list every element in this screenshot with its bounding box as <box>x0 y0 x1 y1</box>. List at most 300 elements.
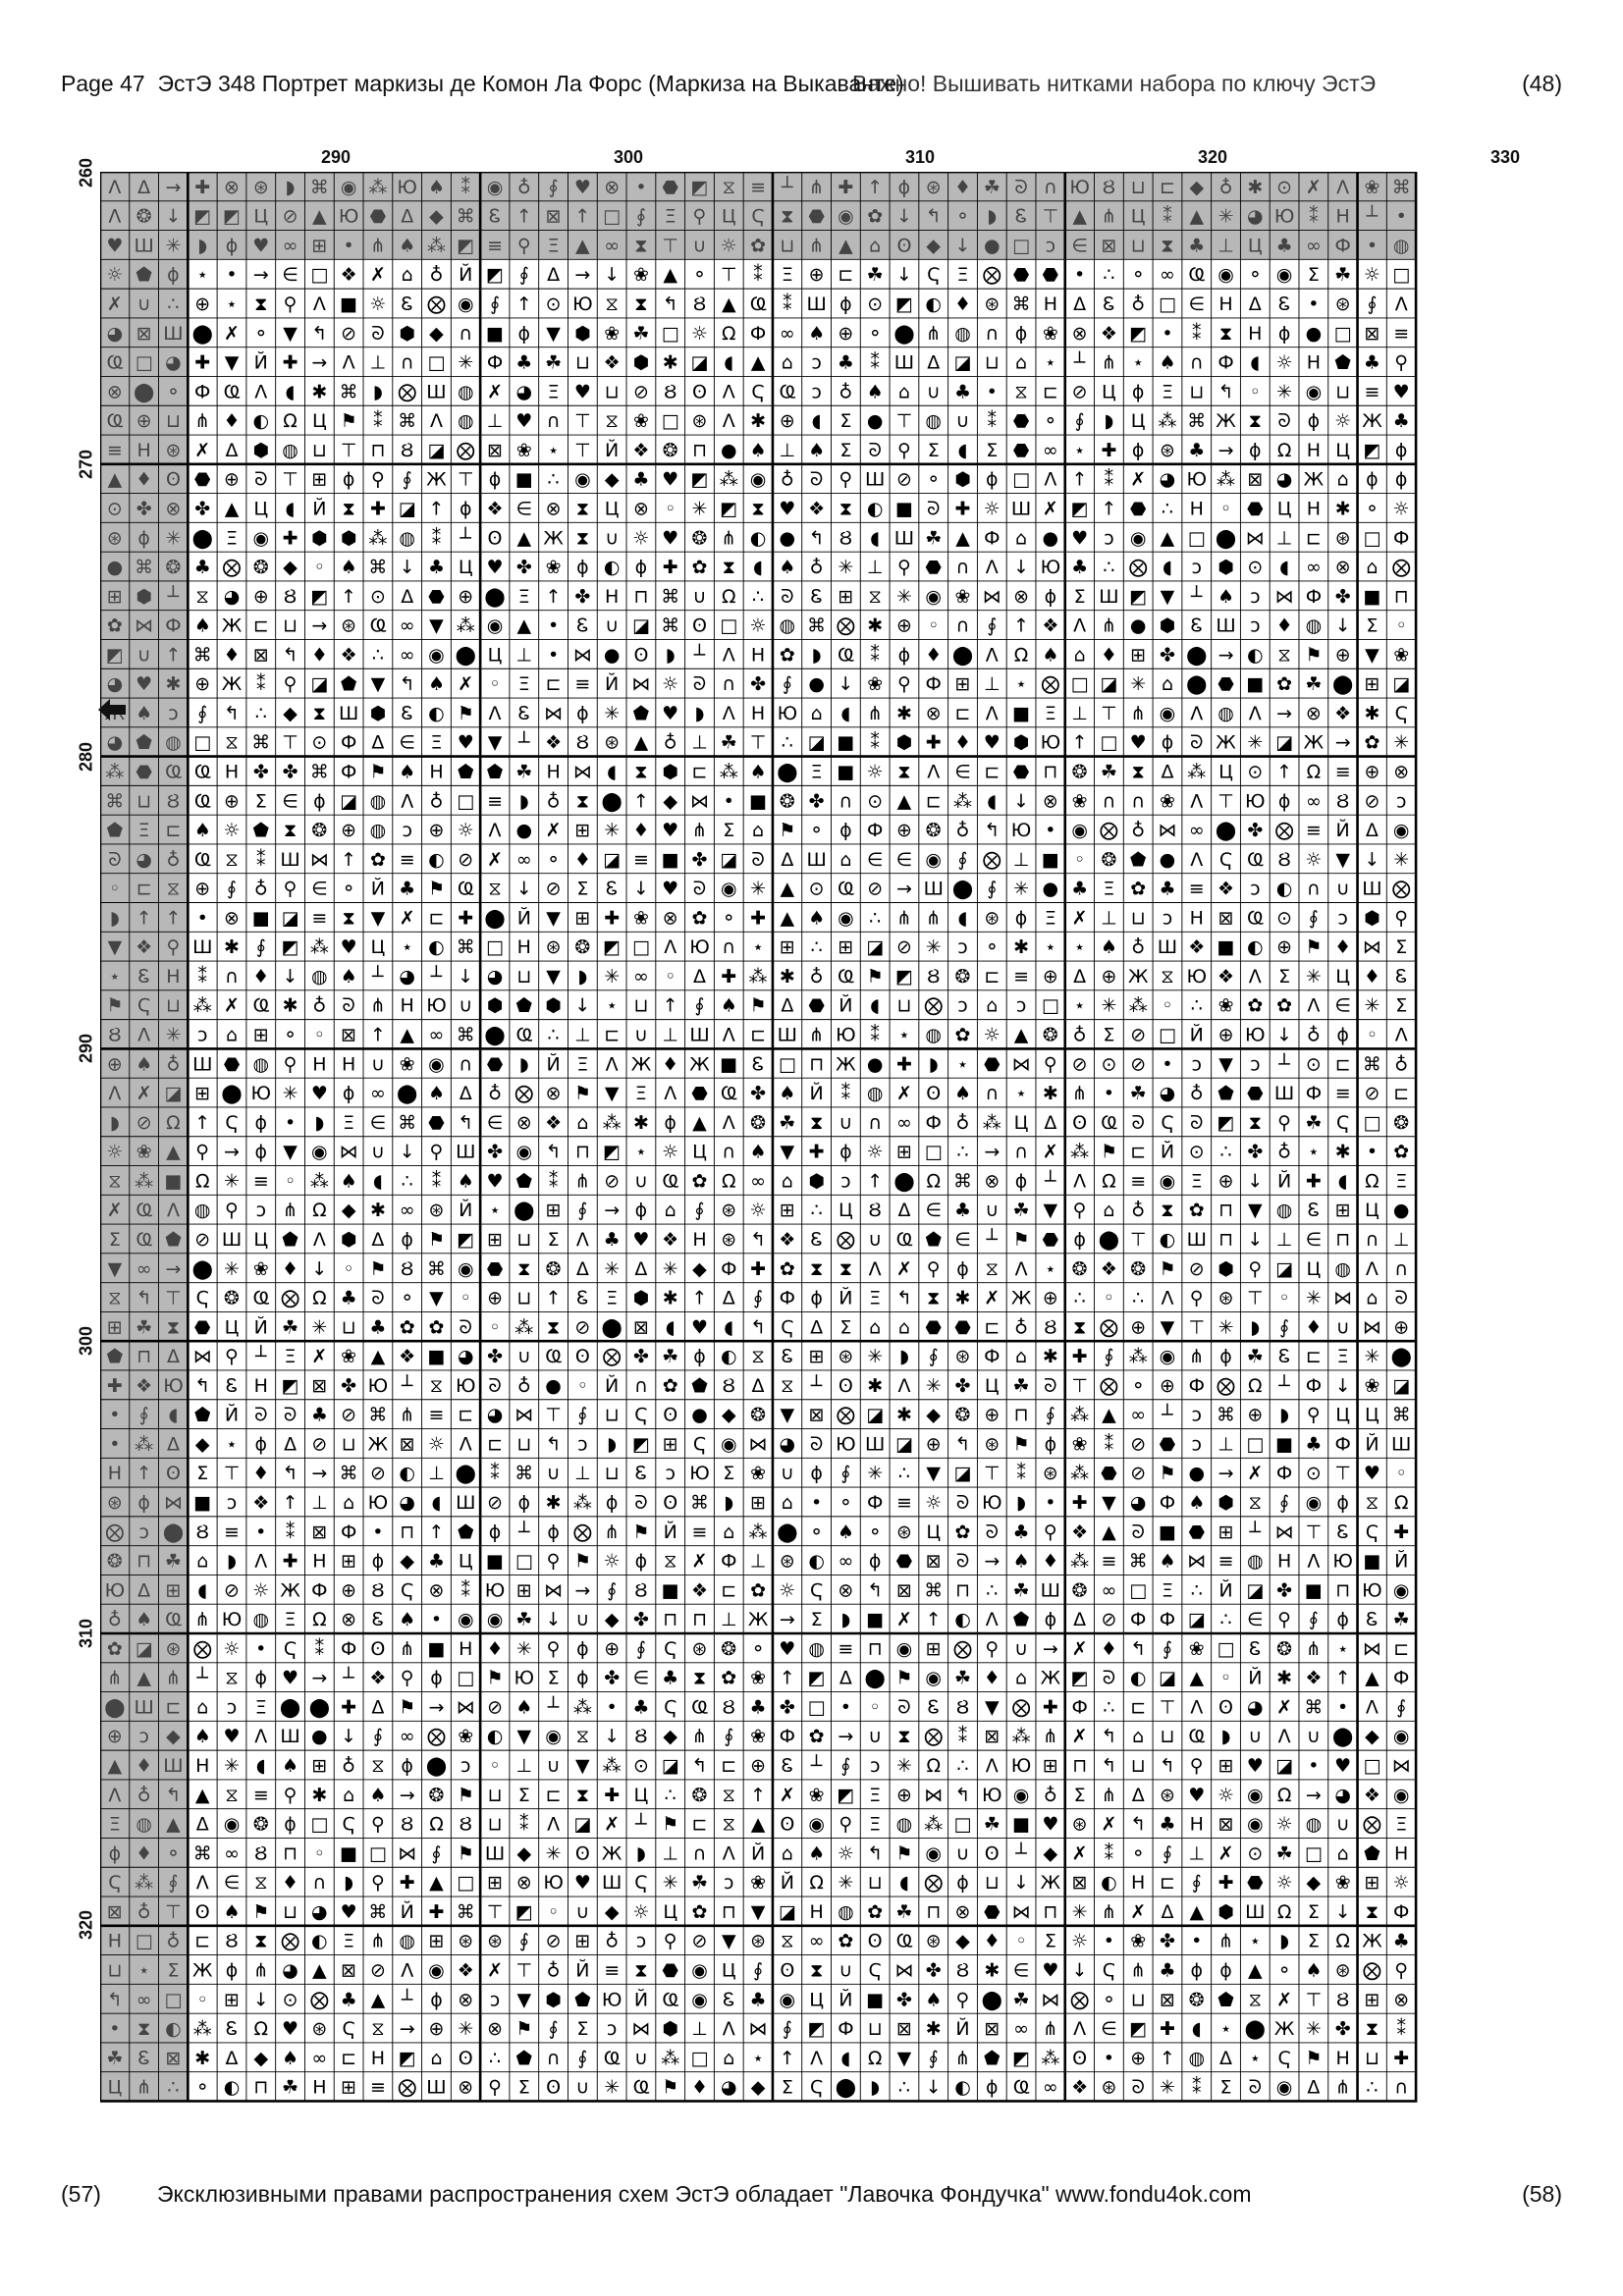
svg-text:Ҩ: Ҩ <box>895 1930 913 1952</box>
svg-text:Ш: Ш <box>338 702 359 724</box>
svg-text:Ш: Ш <box>806 294 827 316</box>
svg-text:ᘐ: ᘐ <box>1190 1111 1204 1134</box>
svg-text:❖: ❖ <box>1071 1521 1089 1543</box>
svg-text:⊓: ⊓ <box>692 439 707 461</box>
svg-text:∈: ∈ <box>1305 1228 1323 1251</box>
svg-text:Ш: Ш <box>456 1141 476 1163</box>
svg-text:✱: ✱ <box>1247 176 1264 198</box>
svg-text:ↄ: ↄ <box>1395 790 1407 813</box>
svg-text:→: → <box>984 1141 1001 1163</box>
svg-text:⊤: ⊤ <box>282 468 298 491</box>
svg-text:⊞: ⊞ <box>224 1989 240 2011</box>
svg-text:•: • <box>255 1637 267 1660</box>
svg-text:→: → <box>1042 1637 1058 1660</box>
svg-text:↓: ↓ <box>399 557 415 579</box>
svg-text:ϕ: ϕ <box>839 820 852 842</box>
svg-text:Й: Й <box>780 1872 794 1895</box>
svg-text:∮: ∮ <box>1163 1637 1172 1660</box>
svg-text:Ш: Ш <box>1391 1433 1412 1456</box>
svg-text:⊞: ⊞ <box>1217 1755 1234 1778</box>
svg-text:⊠: ⊠ <box>1101 235 1117 257</box>
svg-text:⬣: ⬣ <box>1042 264 1059 287</box>
svg-text:Ц: Ц <box>1102 381 1116 403</box>
svg-text:⊕: ⊕ <box>984 1404 1001 1426</box>
svg-text:↑: ↑ <box>925 1609 942 1631</box>
svg-text:Ω: Ω <box>926 1755 941 1778</box>
svg-text:Ω: Ω <box>1248 1374 1263 1397</box>
svg-text:◩: ◩ <box>631 1433 650 1456</box>
svg-text:◉: ◉ <box>457 294 474 316</box>
svg-text:∪: ∪ <box>1306 1726 1321 1748</box>
svg-text:⌘: ⌘ <box>807 614 827 637</box>
svg-text:→: → <box>311 1463 328 1485</box>
svg-text:◆: ◆ <box>1365 1726 1380 1748</box>
svg-text:∈: ∈ <box>486 1111 504 1134</box>
svg-text:◩: ◩ <box>720 498 738 520</box>
svg-text:⚑: ⚑ <box>573 1083 591 1105</box>
svg-text:ʘ: ʘ <box>487 527 503 550</box>
svg-text:✗: ✗ <box>1042 1141 1058 1163</box>
svg-text:Н: Н <box>692 1228 707 1251</box>
svg-text:♥: ♥ <box>1071 527 1089 550</box>
svg-text:❖: ❖ <box>662 1228 679 1251</box>
svg-text:ᘐ: ᘐ <box>751 848 765 871</box>
svg-text:⌂: ⌂ <box>781 1170 793 1193</box>
svg-text:⊏: ⊏ <box>1160 1872 1175 1895</box>
svg-text:✤: ✤ <box>750 673 767 696</box>
svg-text:✗: ✗ <box>1101 1813 1117 1836</box>
svg-text:≡: ≡ <box>1188 878 1205 900</box>
svg-text:✳: ✳ <box>1305 965 1322 988</box>
svg-text:◉: ◉ <box>1217 264 1234 287</box>
svg-text:Ξ: Ξ <box>1103 878 1115 900</box>
svg-text:⚲: ⚲ <box>1277 1111 1292 1134</box>
svg-text:Ʌ: Ʌ <box>722 410 735 433</box>
svg-text:▲: ▲ <box>516 527 532 550</box>
svg-text:●: ● <box>1392 1200 1410 1222</box>
svg-text:◗: ◗ <box>372 381 383 403</box>
svg-text:ɸ: ɸ <box>225 1959 239 1982</box>
svg-text:ϕ: ϕ <box>371 1550 385 1573</box>
svg-text:Λ: Λ <box>985 644 999 667</box>
svg-text:Ҁ: Ҁ <box>692 1433 707 1456</box>
svg-text:∪: ∪ <box>1335 1813 1350 1836</box>
svg-text:◩: ◩ <box>1217 1111 1235 1134</box>
svg-text:⁂: ⁂ <box>982 1111 1001 1134</box>
svg-text:✗: ✗ <box>984 1287 1001 1309</box>
svg-text:◐: ◐ <box>720 1346 737 1368</box>
svg-text:⊔: ⊔ <box>516 965 532 988</box>
svg-text:≡: ≡ <box>252 1170 269 1193</box>
svg-text:⧗: ⧗ <box>634 1959 648 1982</box>
svg-text:⁂: ⁂ <box>1187 761 1207 783</box>
svg-text:Ξ: Ξ <box>956 264 969 287</box>
svg-text:Ю: Ю <box>1040 731 1061 754</box>
svg-text:⬤: ⬤ <box>835 2076 857 2099</box>
svg-text:⧗: ⧗ <box>1248 410 1262 433</box>
svg-text:∮: ∮ <box>840 1755 851 1778</box>
svg-text:□: □ <box>310 1813 329 1836</box>
svg-text:ↄ: ↄ <box>168 702 179 724</box>
svg-text:⌘: ⌘ <box>1391 176 1411 198</box>
svg-text:Ж: Ж <box>1303 468 1325 491</box>
svg-text:✤: ✤ <box>135 498 152 520</box>
svg-text:⊘: ⊘ <box>311 1433 328 1456</box>
svg-text:⋈: ⋈ <box>894 1959 914 1982</box>
svg-text:≡: ≡ <box>750 176 767 198</box>
svg-text:⁂: ⁂ <box>1070 1463 1090 1485</box>
svg-text:⋈: ⋈ <box>1245 527 1265 550</box>
svg-text:Ξ: Ξ <box>226 527 239 550</box>
svg-text:Ш: Ш <box>426 2076 447 2099</box>
svg-text:↓: ↓ <box>1247 1228 1264 1251</box>
svg-text:Ξ: Ξ <box>1336 1346 1349 1368</box>
svg-text:⬢: ⬢ <box>545 994 562 1017</box>
svg-text:∩: ∩ <box>722 936 736 959</box>
svg-text:⊥: ⊥ <box>1275 527 1293 550</box>
svg-text:◦: ◦ <box>109 878 121 900</box>
svg-text:◐: ◐ <box>749 527 767 550</box>
svg-text:Н: Н <box>400 994 414 1017</box>
svg-text:∮: ∮ <box>987 614 998 637</box>
svg-text:⧖: ⧖ <box>868 585 882 608</box>
svg-text:⚲: ⚲ <box>926 1257 941 1280</box>
svg-text:⊕: ⊕ <box>194 294 211 316</box>
svg-text:•: • <box>1045 820 1056 842</box>
svg-text:❖: ❖ <box>1042 614 1059 637</box>
svg-text:❖: ❖ <box>1071 2076 1089 2099</box>
svg-text:ϕ: ϕ <box>430 1989 443 2011</box>
svg-text:⌂: ⌂ <box>897 1316 910 1339</box>
svg-text:∴: ∴ <box>810 1200 823 1222</box>
svg-text:♠: ♠ <box>837 1521 854 1543</box>
svg-text:⌘: ⌘ <box>192 644 212 667</box>
svg-text:Ҩ: Ҩ <box>662 1989 679 2011</box>
svg-text:⋆: ⋆ <box>897 1024 910 1046</box>
svg-text:⚲: ⚲ <box>370 468 385 491</box>
svg-text:Ф: Ф <box>1393 1900 1410 1923</box>
svg-text:Н: Н <box>341 1053 356 1076</box>
svg-text:▲: ▲ <box>194 1784 210 1806</box>
svg-text:⊛: ⊛ <box>428 1200 445 1222</box>
svg-text:⬤: ⬤ <box>191 322 213 345</box>
svg-text:⨂: ⨂ <box>1362 1813 1381 1836</box>
svg-text:ᘐ: ᘐ <box>1014 176 1028 198</box>
svg-text:◉: ◉ <box>749 468 767 491</box>
svg-text:□: □ <box>514 1550 533 1573</box>
svg-text:♁: ♁ <box>1306 1024 1321 1046</box>
svg-text:Ҁ: Ҁ <box>1336 1111 1350 1134</box>
svg-text:ↄ: ↄ <box>1162 907 1173 930</box>
svg-text:Ҩ: Ҩ <box>779 381 796 403</box>
svg-text:⌂: ⌂ <box>839 848 852 871</box>
svg-text:ᘐ: ᘐ <box>1131 2076 1145 2099</box>
svg-text:◕: ◕ <box>399 965 415 988</box>
svg-text:☼: ☼ <box>749 1200 767 1222</box>
svg-text:⋔: ⋔ <box>165 1667 182 1689</box>
svg-text:Ҁ: Ҁ <box>664 1637 677 1660</box>
svg-text:⊤: ⊤ <box>1188 1316 1206 1339</box>
svg-text:♥: ♥ <box>632 1228 650 1251</box>
svg-text:⌘: ⌘ <box>514 1463 534 1485</box>
svg-text:↰: ↰ <box>165 1784 182 1806</box>
svg-text:✳: ✳ <box>224 1170 240 1193</box>
svg-text:❖: ❖ <box>545 1111 563 1134</box>
svg-text:□: □ <box>1070 673 1089 696</box>
svg-text:Ȣ: Ȣ <box>1336 790 1350 813</box>
svg-text:⚲: ⚲ <box>370 1813 385 1836</box>
svg-text:♥: ♥ <box>282 2018 299 2041</box>
svg-text:⧗: ⧗ <box>692 1667 707 1689</box>
svg-text:♣: ♣ <box>427 1550 445 1573</box>
svg-text:┴: ┴ <box>1162 1404 1173 1426</box>
svg-text:♁: ♁ <box>1131 294 1146 316</box>
svg-text:⁂: ⁂ <box>572 1491 592 1514</box>
svg-text:◐: ◐ <box>1101 1872 1117 1895</box>
svg-text:Ҩ: Ҩ <box>1012 2076 1030 2099</box>
svg-text:∩: ∩ <box>722 673 736 696</box>
svg-text:ϕ: ϕ <box>108 1842 122 1865</box>
svg-text:◖: ◖ <box>1191 2018 1202 2041</box>
svg-text:♥: ♥ <box>662 820 679 842</box>
svg-text:☘: ☘ <box>1012 1200 1030 1222</box>
svg-text:Δ: Δ <box>401 585 414 608</box>
svg-text:♁: ♁ <box>955 1111 970 1134</box>
svg-text:ϕ: ϕ <box>634 1200 648 1222</box>
svg-text:▲: ▲ <box>400 1024 415 1046</box>
svg-text:⊞: ⊞ <box>545 1200 562 1222</box>
svg-text:⚑: ⚑ <box>369 1257 387 1280</box>
svg-text:⨂: ⨂ <box>222 557 242 579</box>
svg-text:Н: Н <box>516 936 531 959</box>
svg-text:◍: ◍ <box>457 381 474 403</box>
row-label-320: 320 <box>76 1909 96 1941</box>
svg-text:↑: ↑ <box>282 1491 298 1514</box>
svg-text:▲: ▲ <box>429 1872 444 1895</box>
svg-text:↰: ↰ <box>545 1141 562 1163</box>
svg-text:⧗: ⧗ <box>839 1257 853 1280</box>
svg-text:⬟: ⬟ <box>1217 1083 1234 1105</box>
svg-text:↑: ↑ <box>545 585 562 608</box>
svg-text:⚑: ⚑ <box>106 994 124 1017</box>
svg-text:Ҩ: Ҩ <box>106 410 124 433</box>
svg-text:Ξ: Ξ <box>634 1083 647 1105</box>
svg-text:Ҩ: Ҩ <box>895 1228 913 1251</box>
svg-text:⁑: ⁑ <box>870 1024 880 1046</box>
svg-text:☼: ☼ <box>427 1433 445 1456</box>
svg-text:☘: ☘ <box>983 176 1001 198</box>
svg-text:❖: ❖ <box>690 1579 709 1602</box>
svg-text:⊔: ⊔ <box>487 1784 503 1806</box>
svg-text:Σ: Σ <box>576 2018 589 2041</box>
svg-text:▲: ▲ <box>780 878 795 900</box>
svg-text:⁂: ⁂ <box>572 1696 592 1719</box>
svg-text:◆: ◆ <box>341 1200 356 1222</box>
svg-text:ↄ: ↄ <box>1191 1433 1202 1456</box>
svg-text:✗: ✗ <box>487 381 503 403</box>
svg-text:Ш: Ш <box>221 1228 243 1251</box>
svg-text:ʘ: ʘ <box>780 1959 795 1982</box>
svg-text:⁑: ⁑ <box>431 1170 442 1193</box>
svg-text:ↄ: ↄ <box>255 1200 267 1222</box>
svg-text:Ц: Ц <box>721 205 736 228</box>
svg-text:Ξ: Ξ <box>284 1346 297 1368</box>
svg-text:∮: ∮ <box>372 1726 383 1748</box>
svg-text:◦: ◦ <box>665 498 676 520</box>
svg-text:Δ: Δ <box>751 1374 765 1397</box>
svg-text:◦: ◦ <box>1219 498 1232 520</box>
svg-text:Λ: Λ <box>722 1024 735 1046</box>
column-label-290: 290 <box>320 147 352 167</box>
svg-text:☼: ☼ <box>690 322 709 345</box>
svg-text:Ф: Ф <box>779 1287 796 1309</box>
svg-text:∴: ∴ <box>956 1141 969 1163</box>
svg-text:⚲: ⚲ <box>1394 907 1409 930</box>
svg-text:Ю: Ю <box>1186 965 1208 988</box>
svg-text:⬟: ⬟ <box>984 2047 1001 2069</box>
svg-text:ↄ: ↄ <box>1250 585 1261 608</box>
svg-text:◐: ◐ <box>866 498 884 520</box>
svg-text:☼: ☼ <box>1275 1872 1293 1895</box>
svg-text:◦: ◦ <box>489 1316 501 1339</box>
svg-text:♠: ♠ <box>749 1141 767 1163</box>
svg-text:♠: ♠ <box>1305 1959 1323 1982</box>
svg-text:✱: ✱ <box>311 1784 328 1806</box>
svg-text:♣: ♣ <box>632 1696 650 1719</box>
svg-text:■: ■ <box>340 294 358 316</box>
svg-text:⁂: ⁂ <box>748 965 768 988</box>
page-header <box>61 71 904 97</box>
svg-text:ↄ: ↄ <box>1250 1053 1261 1076</box>
svg-text:⋔: ⋔ <box>194 1609 211 1631</box>
svg-text:⧖: ⧖ <box>225 1667 239 1689</box>
svg-text:Ω: Ω <box>312 1200 327 1222</box>
svg-text:Ю: Ю <box>836 1433 856 1456</box>
svg-text:ↄ: ↄ <box>635 1930 647 1952</box>
svg-text:✗: ✗ <box>1217 1842 1234 1865</box>
svg-text:ɸ: ɸ <box>634 557 648 579</box>
svg-text:◉: ◉ <box>457 1257 474 1280</box>
svg-text:∞: ∞ <box>1188 820 1205 842</box>
svg-text:♁: ♁ <box>1277 1141 1292 1163</box>
svg-text:☘: ☘ <box>515 1609 533 1631</box>
svg-text:Н: Н <box>107 1930 123 1952</box>
svg-text:⁑: ⁑ <box>519 1813 529 1836</box>
svg-text:✚: ✚ <box>399 1872 415 1895</box>
svg-text:⊕: ⊕ <box>224 468 240 491</box>
svg-text:Ц: Ц <box>984 1374 1000 1397</box>
svg-text:∮: ∮ <box>724 1726 734 1748</box>
svg-text:⁑: ⁑ <box>431 527 442 550</box>
svg-text:↑: ↑ <box>165 907 182 930</box>
svg-text:⋔: ⋔ <box>194 410 211 433</box>
svg-text:☼: ☼ <box>866 1141 884 1163</box>
svg-text:⬤: ⬤ <box>1098 1228 1120 1251</box>
svg-text:●: ● <box>983 235 1001 257</box>
svg-text:❀: ❀ <box>1071 790 1088 813</box>
svg-text:⊓: ⊓ <box>663 1609 678 1631</box>
svg-text:◍: ◍ <box>925 1024 943 1046</box>
svg-text:┴: ┴ <box>343 1667 354 1689</box>
svg-text:⚲: ⚲ <box>1189 1287 1204 1309</box>
svg-text:◉: ◉ <box>428 1959 445 1982</box>
svg-text:Λ: Λ <box>575 1228 589 1251</box>
svg-text:ɸ: ɸ <box>547 1521 560 1543</box>
svg-text:⬤: ⬤ <box>951 644 974 667</box>
svg-text:♥: ♥ <box>1334 1755 1352 1778</box>
svg-text:•: • <box>1395 205 1407 228</box>
svg-text:⁑: ⁑ <box>870 731 880 754</box>
svg-text:⬤: ⬤ <box>1332 1726 1354 1748</box>
svg-text:⊘: ⊘ <box>604 1170 621 1193</box>
svg-text:∈: ∈ <box>1188 294 1206 316</box>
svg-text:∈: ∈ <box>954 1228 971 1251</box>
svg-text:Δ: Δ <box>1131 1784 1145 1806</box>
svg-text:♦: ♦ <box>1100 644 1117 667</box>
svg-text:⬣: ⬣ <box>983 1053 1001 1076</box>
svg-text:→: → <box>1305 1784 1322 1806</box>
svg-text:⊞: ⊞ <box>574 907 591 930</box>
svg-text:≡: ≡ <box>311 907 328 930</box>
svg-text:⚲: ⚲ <box>488 2076 502 2099</box>
svg-text:⊏: ⊏ <box>721 1579 737 1602</box>
svg-text:∮: ∮ <box>987 878 998 900</box>
svg-text:Ҩ: Ҩ <box>691 1696 708 1719</box>
svg-text:♣: ♣ <box>749 1989 767 2011</box>
svg-text:┴: ┴ <box>693 644 706 667</box>
svg-text:⚑: ⚑ <box>340 410 357 433</box>
svg-text:•: • <box>1045 1491 1056 1514</box>
svg-text:ϕ: ϕ <box>897 644 911 667</box>
svg-text:⚬: ⚬ <box>808 1521 825 1543</box>
svg-text:◗: ◗ <box>109 1111 120 1134</box>
svg-text:↰: ↰ <box>662 294 678 316</box>
svg-text:▼: ▼ <box>370 673 386 696</box>
svg-text:∴: ∴ <box>1161 498 1174 520</box>
svg-text:♥: ♥ <box>1188 1784 1206 1806</box>
svg-text:Δ: Δ <box>225 2047 239 2069</box>
svg-text:Ꮛ: Ꮛ <box>1249 1637 1262 1660</box>
svg-text:•: • <box>1103 1083 1115 1105</box>
svg-text:✱: ✱ <box>895 1404 912 1426</box>
svg-text:↑: ↑ <box>750 1784 767 1806</box>
svg-text:▼: ▼ <box>1102 1491 1116 1514</box>
svg-text:Ю: Ю <box>1010 1755 1032 1778</box>
svg-text:◉: ◉ <box>428 1053 445 1076</box>
important-notice: Важно! Вышивать нитками набора по ключу ЭстЭ <box>852 71 1377 96</box>
svg-text:ᘐ: ᘐ <box>283 1404 298 1426</box>
svg-text:ʘ: ʘ <box>780 1813 795 1836</box>
svg-text:ϕ: ϕ <box>1044 1433 1057 1456</box>
svg-text:•: • <box>811 1491 823 1514</box>
svg-text:∮: ∮ <box>518 264 529 287</box>
svg-text:ᘐ: ᘐ <box>809 1433 824 1456</box>
svg-text:Ш: Ш <box>893 351 915 374</box>
svg-text:⁑: ⁑ <box>256 848 266 871</box>
row-label-260: 260 <box>76 157 96 188</box>
svg-text:Н: Н <box>1189 498 1204 520</box>
svg-text:⋔: ⋔ <box>954 2047 971 2069</box>
svg-text:♣: ♣ <box>427 557 445 579</box>
svg-text:⬢: ⬢ <box>399 322 415 345</box>
svg-text:⬢: ⬢ <box>369 702 387 724</box>
svg-text:⚲: ⚲ <box>166 936 181 959</box>
svg-text:◪: ◪ <box>894 1433 913 1456</box>
svg-text:↓: ↓ <box>1334 1374 1351 1397</box>
svg-text:⌂: ⌂ <box>1336 1842 1349 1865</box>
svg-text:❀: ❀ <box>1364 176 1380 198</box>
svg-text:♠: ♠ <box>1188 1491 1206 1514</box>
